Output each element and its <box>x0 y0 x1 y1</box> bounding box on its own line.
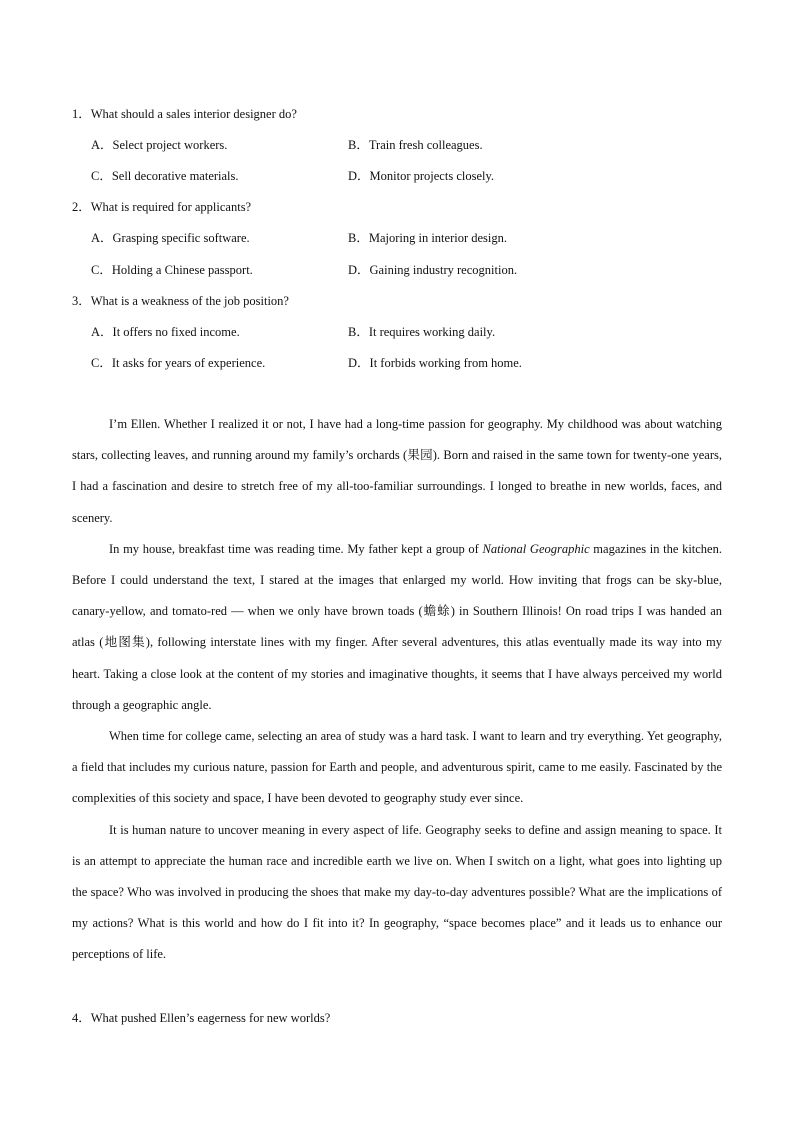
question-1-option-b: B．Train fresh colleagues. <box>348 138 483 152</box>
question-2-stem: 2．What is required for applicants? <box>72 200 252 214</box>
question-1-option-c: C．Sell decorative materials. <box>91 169 239 183</box>
question-4-stem: 4．What pushed Ellen’s eagerness for new worlds? <box>72 1011 331 1025</box>
question-3-option-c: C．It asks for years of experience. <box>91 356 266 370</box>
question-2-option-d: D．Gaining industry recognition. <box>348 263 518 277</box>
question-3-stem: 3．What is a weakness of the job position? <box>72 294 289 308</box>
passage-paragraph-2 <box>72 534 722 721</box>
passage-paragraph-4: It is human nature to uncover meaning in every aspect of life. Geography seeks to define and assign meaning to space. It is an attempt to appreciate the human race and incredible earth we live on. When I switch on a light, what goes into lighting up the space? Who was involved in producing the shoes that make my day-to-day adventures possible? What are the implications of my actions? What is this world and how do I fit into it? In geography, “space becomes place” and it leads us to enhance our perceptions of life. <box>72 822 722 962</box>
reading-passage <box>72 409 722 971</box>
question-3-option-b: B．It requires working daily. <box>348 325 496 339</box>
question-1-option-a: A．Select project workers. <box>91 138 228 152</box>
magazine-title: National Geographic <box>482 541 590 556</box>
question-1-stem: 1．What should a sales interior designer do? <box>72 107 297 121</box>
question-1-option-d: D．Monitor projects closely. <box>348 169 495 183</box>
question-2-option-b: B．Majoring in interior design. <box>348 231 508 245</box>
passage-paragraph-2-rest: magazines in the kitchen. Before I could understand the text, I stared at the images that enlarged my world. How inviting that frogs can be sky-blue, canary-yellow, and tomato-red — when we only have brown toads (蟾蜍) in Southern Illinois! On road trips I was handed an atlas (地图集), following interstate lines with my finger. After several adventures, this atlas eventually made its way into my heart. Taking a close look at the content of my stories and imaginative thoughts, it seems that I have always perceived my world through a geographic angle. <box>72 541 722 712</box>
passage-paragraph-2-lead: In my house, breakfast time was reading time. My father kept a group of <box>109 541 483 556</box>
question-2-option-a: A．Grasping specific software. <box>91 231 250 245</box>
passage-paragraph-3: When time for college came, selecting an area of study was a hard task. I want to learn and try everything. Yet geography, a field that includes my curious nature, passion for Earth and people, and adventurous spirit, came to me easily. Fascinated by the complexities of this society and space, I have been devoted to geography study ever since. <box>72 729 722 806</box>
question-3-option-d: D．It forbids working from home. <box>348 356 522 370</box>
question-2-option-c: C．Holding a Chinese passport. <box>91 263 253 277</box>
question-3-option-a: A．It offers no fixed income. <box>91 325 240 339</box>
passage-paragraph-1: I’m Ellen. Whether I realized it or not, I have had a long-time passion for geography. My childhood was about watching stars, collecting leaves, and running around my family’s orchards (果园). Born and raised in the same town for twenty-one years, I had a fascination and desire to stretch free of my all-too-familiar surroundings. I longed to breathe in new worlds, faces, and scenery. <box>72 417 722 525</box>
